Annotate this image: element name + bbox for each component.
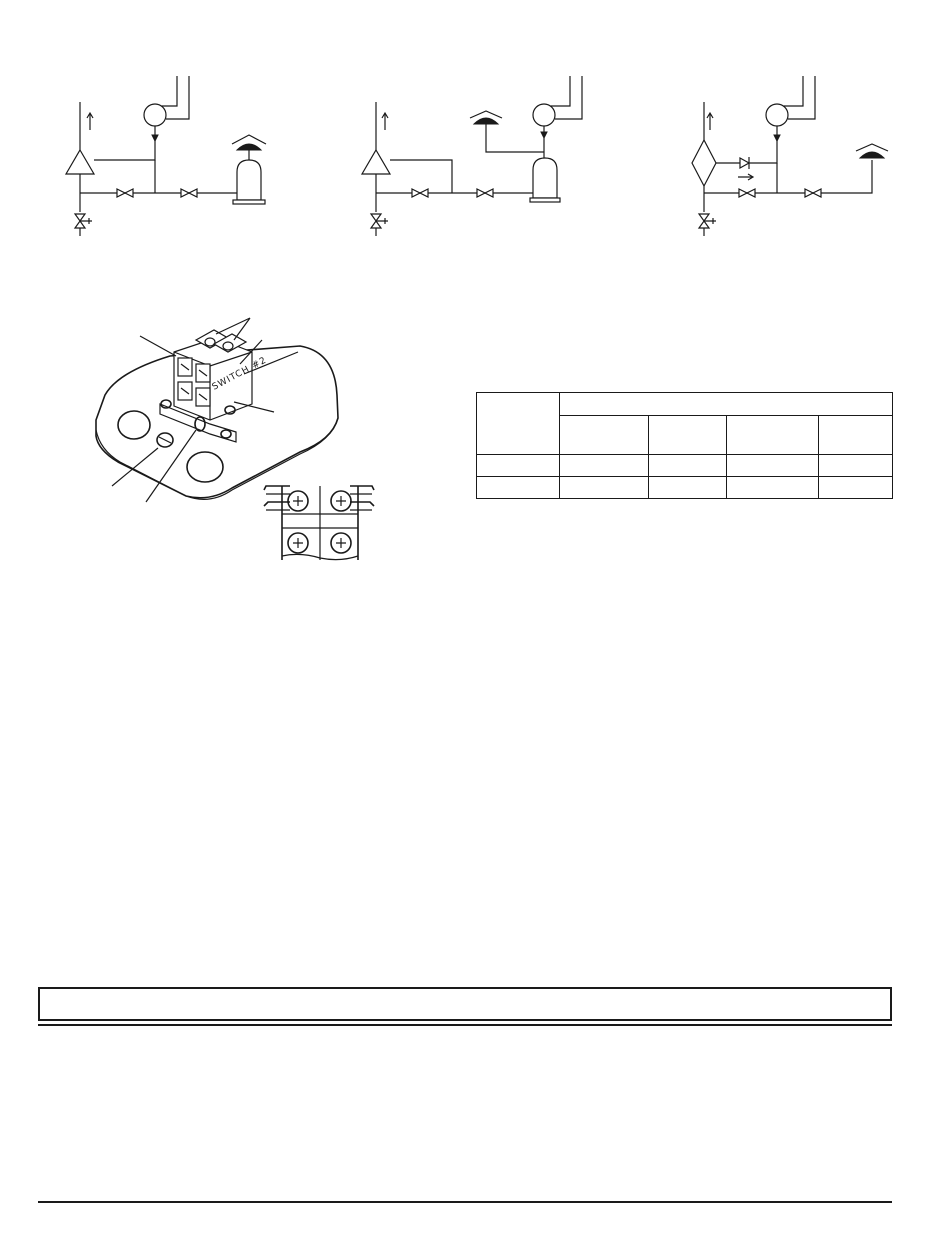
spec-table bbox=[476, 392, 893, 499]
switch-label: SWITCH #2 bbox=[210, 355, 269, 393]
notice-box bbox=[38, 987, 892, 1021]
terminal-detail bbox=[0, 0, 950, 600]
footer-rule bbox=[38, 1201, 892, 1203]
table-header-cell bbox=[649, 416, 727, 455]
terminal-screw-icon bbox=[288, 491, 308, 511]
terminal-screw-icon bbox=[288, 533, 308, 553]
terminal-screw-icon bbox=[331, 491, 351, 511]
table-row bbox=[477, 455, 893, 477]
table-header-cell bbox=[727, 416, 819, 455]
table-header-cell bbox=[477, 393, 560, 455]
table-header-cell bbox=[560, 393, 893, 416]
table-header-cell bbox=[560, 416, 649, 455]
terminal-screw-icon bbox=[331, 533, 351, 553]
table-header-cell bbox=[819, 416, 893, 455]
table-row bbox=[477, 477, 893, 499]
section-divider bbox=[38, 1024, 892, 1026]
